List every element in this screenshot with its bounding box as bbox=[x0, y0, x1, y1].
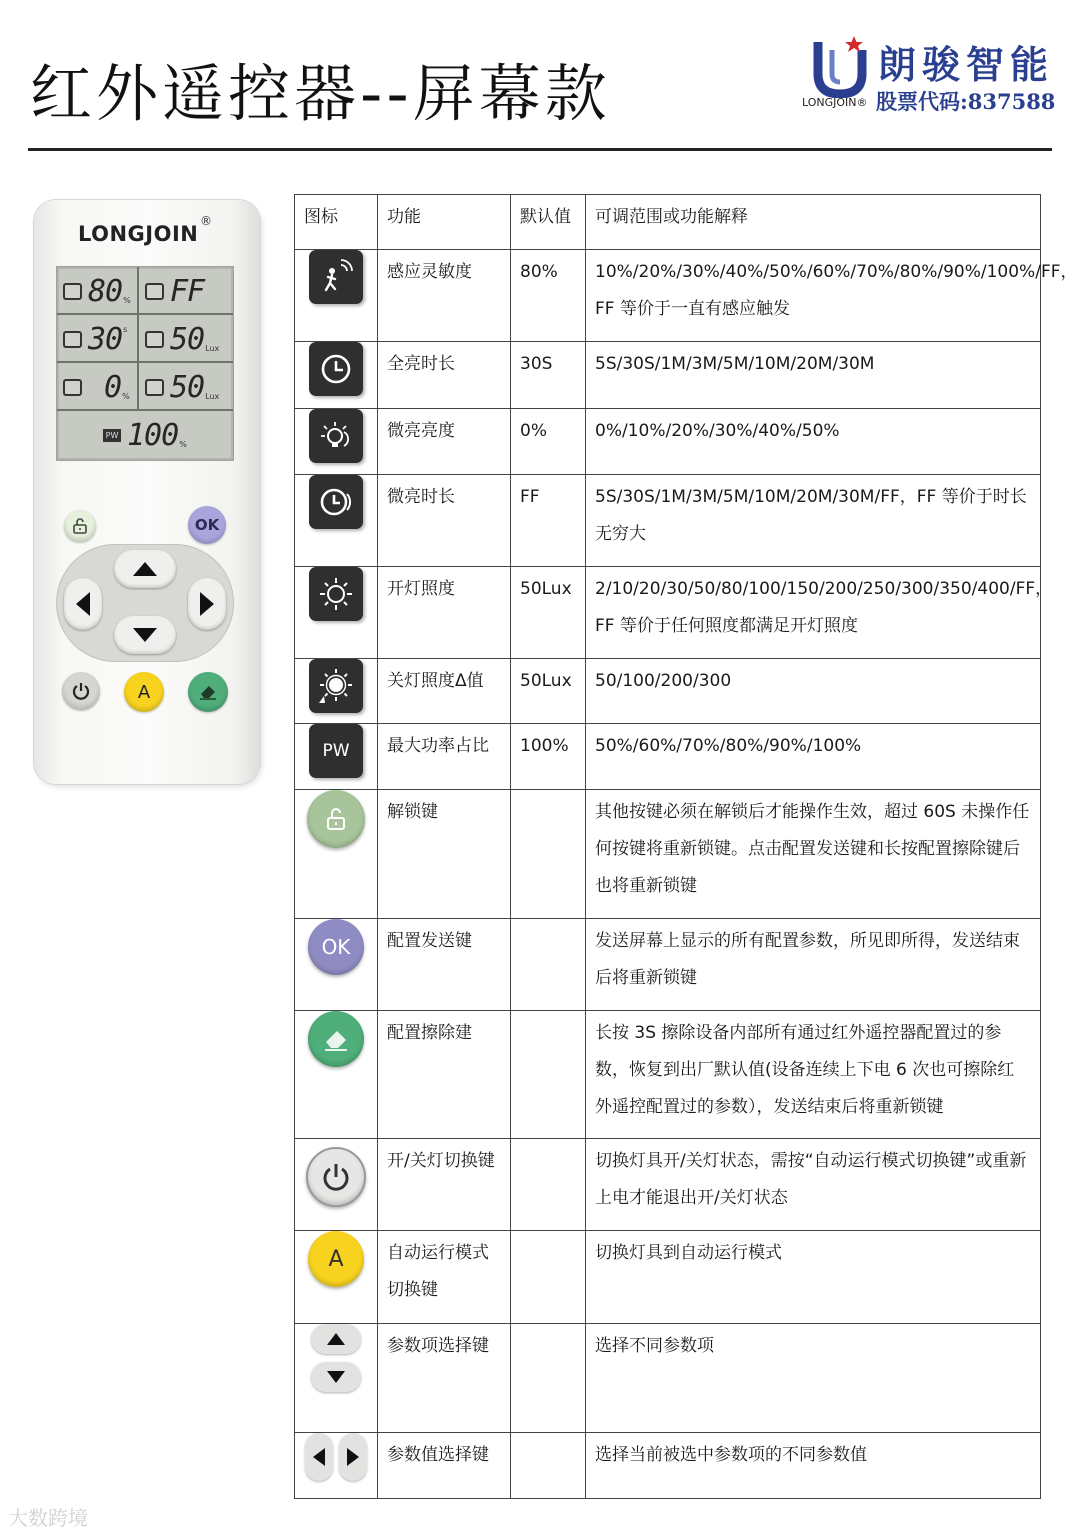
clock-icon bbox=[309, 342, 363, 396]
table-row: 参数值选择键 选择当前被选中参数项的不同参数值 bbox=[295, 1433, 1041, 1499]
logo-latin: LONGJOIN bbox=[802, 96, 857, 109]
dim-bulb-icon bbox=[63, 379, 82, 396]
pw-icon: PW bbox=[103, 429, 121, 442]
power-icon bbox=[306, 1147, 366, 1207]
direction-pad bbox=[56, 544, 234, 662]
sun-icon bbox=[309, 567, 363, 621]
auto-mode-icon: A bbox=[308, 1231, 364, 1287]
unlock-icon bbox=[71, 517, 89, 535]
table-row: 感应灵敏度 80% 10%/20%/30%/40%/50%/60%/70%/80%/90%/100%/FF，FF 等价于一直有感应触发 bbox=[295, 250, 1041, 342]
table-row: 参数项选择键 选择不同参数项 bbox=[295, 1324, 1041, 1433]
eraser-icon bbox=[198, 683, 218, 701]
company-logo bbox=[800, 28, 1060, 128]
table-row: OK 配置发送键 发送屏幕上显示的所有配置参数，所见即所得，发送结束后将重新锁键 bbox=[295, 919, 1041, 1011]
right-button[interactable] bbox=[188, 578, 226, 630]
lcd-dim-level: 0 % bbox=[63, 365, 130, 409]
auto-mode-button[interactable]: A bbox=[124, 672, 164, 712]
up-button[interactable] bbox=[114, 550, 176, 588]
logo-star-icon bbox=[845, 36, 863, 52]
table-row: 解锁键 其他按键必须在解锁后才能操作生效，超过 60S 未操作任何按键将重新锁键。点击配置发送键和长按配置擦除键后也将重新锁键 bbox=[295, 790, 1041, 919]
page-title: 红外遥控器--屏幕款 bbox=[30, 57, 611, 130]
remote-control bbox=[34, 200, 260, 784]
table-row: 关灯照度Δ值 50Lux 50/100/200/300 bbox=[295, 659, 1041, 724]
header-icon: 图标 bbox=[295, 195, 378, 250]
lcd-off-lux: 50 Lux bbox=[145, 365, 219, 409]
motion-sensor-icon bbox=[309, 250, 363, 304]
lcd-full-time: 30 s bbox=[63, 317, 127, 361]
clock-icon bbox=[63, 331, 82, 348]
table-header-row bbox=[295, 195, 1041, 250]
dim-clock-icon bbox=[309, 475, 363, 529]
header-default: 默认值 bbox=[511, 195, 586, 250]
motion-sensor-icon bbox=[63, 283, 82, 300]
table-row: 开/关灯切换键 切换灯具开/关灯状态，需按“自动运行模式切换键”或重新上电才能退出开/关灯状态 bbox=[295, 1139, 1041, 1231]
header-function: 功能 bbox=[378, 195, 511, 250]
dim-clock-icon bbox=[145, 283, 164, 300]
unlock-icon bbox=[307, 790, 365, 848]
lcd-on-lux: 50 Lux bbox=[145, 317, 219, 361]
power-icon bbox=[71, 681, 91, 701]
erase-button[interactable] bbox=[188, 672, 228, 712]
unlock-button[interactable] bbox=[64, 510, 96, 542]
eraser-icon bbox=[308, 1011, 364, 1067]
up-down-arrows-icon bbox=[295, 1324, 377, 1392]
table-row: 开灯照度 50Lux 2/10/20/30/50/80/100/150/200/250/300/350/400/FF，FF 等价于任何照度都满足开灯照度 bbox=[295, 567, 1041, 659]
logo-name: 朗骏智能 bbox=[878, 42, 1055, 87]
up-arrow-icon bbox=[132, 561, 158, 577]
lcd-sensitivity: 80 % bbox=[63, 269, 131, 313]
left-right-arrows-icon bbox=[295, 1433, 377, 1481]
dim-bulb-icon bbox=[309, 409, 363, 463]
table-row: 全亮时长 30S 5S/30S/1M/3M/5M/10M/20M/30M bbox=[295, 342, 1041, 409]
logo-reg-mark: ® bbox=[856, 96, 868, 109]
remote-reg-mark: ® bbox=[200, 214, 212, 228]
remote-brand: LONGJOIN bbox=[78, 222, 199, 246]
power-button[interactable] bbox=[62, 672, 100, 710]
table-row: 微亮亮度 0% 0%/10%/20%/30%/40%/50% bbox=[295, 409, 1041, 475]
ok-button[interactable]: OK bbox=[188, 506, 226, 544]
spec-table bbox=[294, 194, 1078, 1499]
sun-icon bbox=[145, 331, 164, 348]
pw-icon: PW bbox=[309, 724, 363, 778]
lcd-power: PW 100 % bbox=[103, 413, 187, 457]
lcd-screen bbox=[56, 266, 234, 461]
table-row: 配置擦除建 长按 3S 擦除设备内部所有通过红外遥控器配置过的参数，恢复到出厂默认值(设备连续上下电 6 次也可擦除红外遥控配置过的参数），发送结束后将重新锁键 bbox=[295, 1011, 1041, 1139]
left-arrow-icon bbox=[75, 591, 91, 617]
stock-code: 股票代码:837588 bbox=[876, 89, 1056, 114]
table-row: A 自动运行模式切换键 切换灯具到自动运行模式 bbox=[295, 1231, 1041, 1324]
table-row: PW 最大功率占比 100% 50%/60%/70%/80%/90%/100% bbox=[295, 724, 1041, 790]
down-arrow-icon bbox=[132, 627, 158, 643]
header-divider bbox=[28, 148, 1052, 151]
lcd-hold-time: FF bbox=[145, 269, 204, 313]
header-range: 可调范围或功能解释 bbox=[586, 195, 1041, 250]
watermark: 大数跨境 bbox=[8, 1506, 88, 1530]
down-button[interactable] bbox=[114, 616, 176, 654]
logo-u-mark bbox=[812, 36, 868, 98]
table-row: 微亮时长 FF 5S/30S/1M/3M/5M/10M/20M/30M/FF，FF 等价于时长无穷大 bbox=[295, 475, 1041, 567]
left-button[interactable] bbox=[64, 578, 102, 630]
sun-delta-icon bbox=[145, 379, 164, 396]
sun-delta-icon bbox=[309, 659, 363, 713]
right-arrow-icon bbox=[199, 591, 215, 617]
ok-icon: OK bbox=[308, 919, 364, 975]
